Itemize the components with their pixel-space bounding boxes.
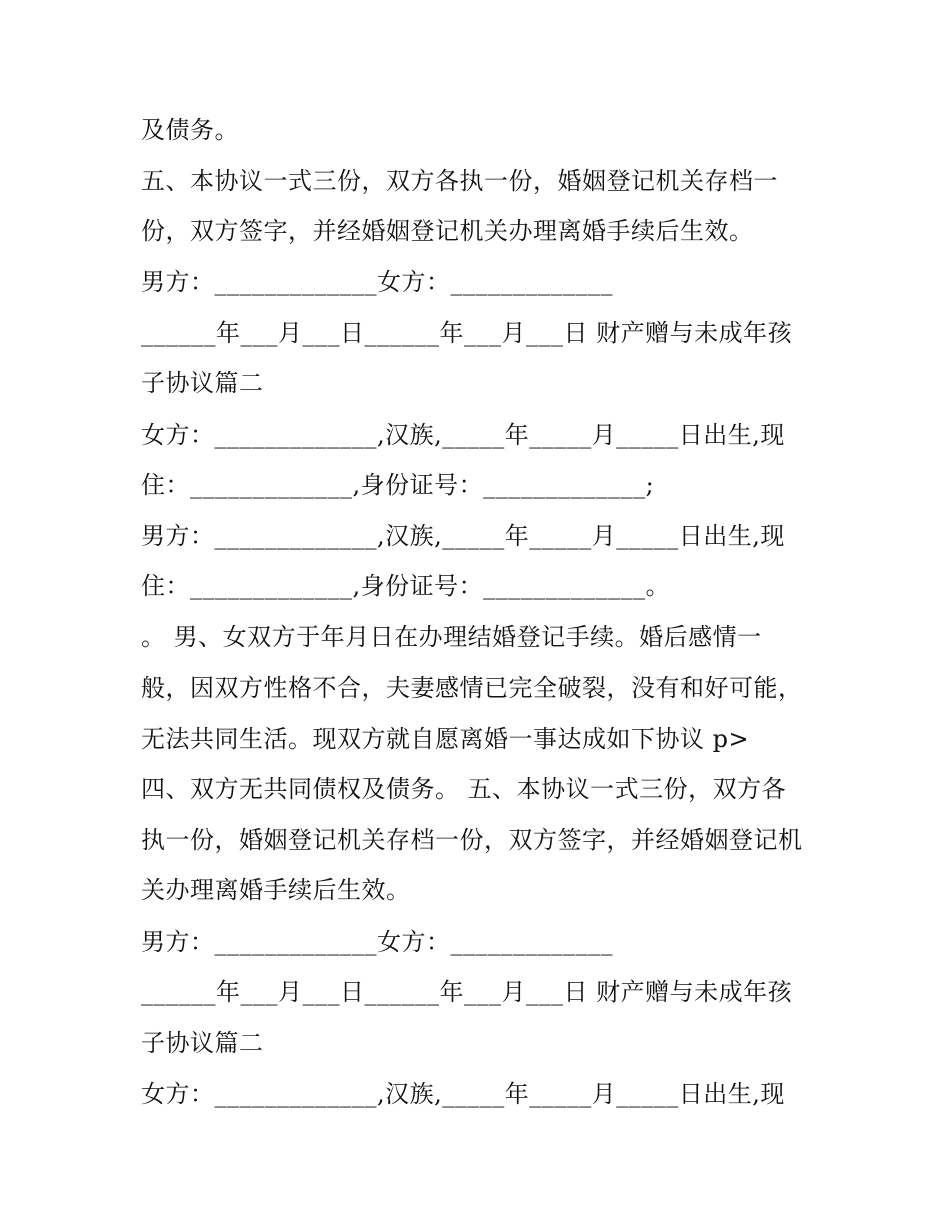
text-line: 般，因双方性格不合，夫妻感情已完全破裂，没有和好可能，	[141, 674, 803, 702]
text-line: 四、双方无共同债权及债务。 五、本协议一式三份，双方各	[141, 775, 787, 803]
date-line: ______年___月___日______年___月___日 财产赠与未成年孩	[141, 319, 793, 347]
party-info-line: 住：_____________,身份证号：_____________。	[141, 572, 671, 600]
party-info-line: 女方：_____________,汉族,_____年_____月_____日出生,现	[141, 1080, 785, 1108]
section-title: 子协议篇二	[141, 369, 264, 397]
party-info-line: 女方：_____________,汉族,_____年_____月_____日出生,现	[141, 421, 785, 449]
date-line: ______年___月___日______年___月___日 财产赠与未成年孩	[141, 978, 793, 1006]
text-line: 份，双方签字，并经婚姻登记机关办理离婚手续后生效。	[141, 217, 754, 245]
signature-line: 男方：_____________女方：_____________	[141, 928, 613, 956]
text-line: 五、本协议一式三份，双方各执一份，婚姻登记机关存档一	[141, 167, 778, 195]
text-line: 无法共同生活。现双方就自愿离婚一事达成如下协议 p>	[141, 725, 750, 753]
party-info-line: 住：_____________,身份证号：_____________;	[141, 471, 655, 499]
text-line: 执一份，婚姻登记机关存档一份，双方签字，并经婚姻登记机	[141, 826, 803, 854]
text-line: 关办理离婚手续后生效。	[141, 876, 411, 904]
section-title: 子协议篇二	[141, 1029, 264, 1057]
text-line: 及债务。	[141, 116, 239, 144]
party-info-line: 男方：_____________,汉族,_____年_____月_____日出生,现	[141, 522, 785, 550]
signature-line: 男方：_____________女方：_____________	[141, 268, 613, 296]
text-line: 。 男、女双方于年月日在办理结婚登记手续。婚后感情一	[141, 623, 762, 651]
